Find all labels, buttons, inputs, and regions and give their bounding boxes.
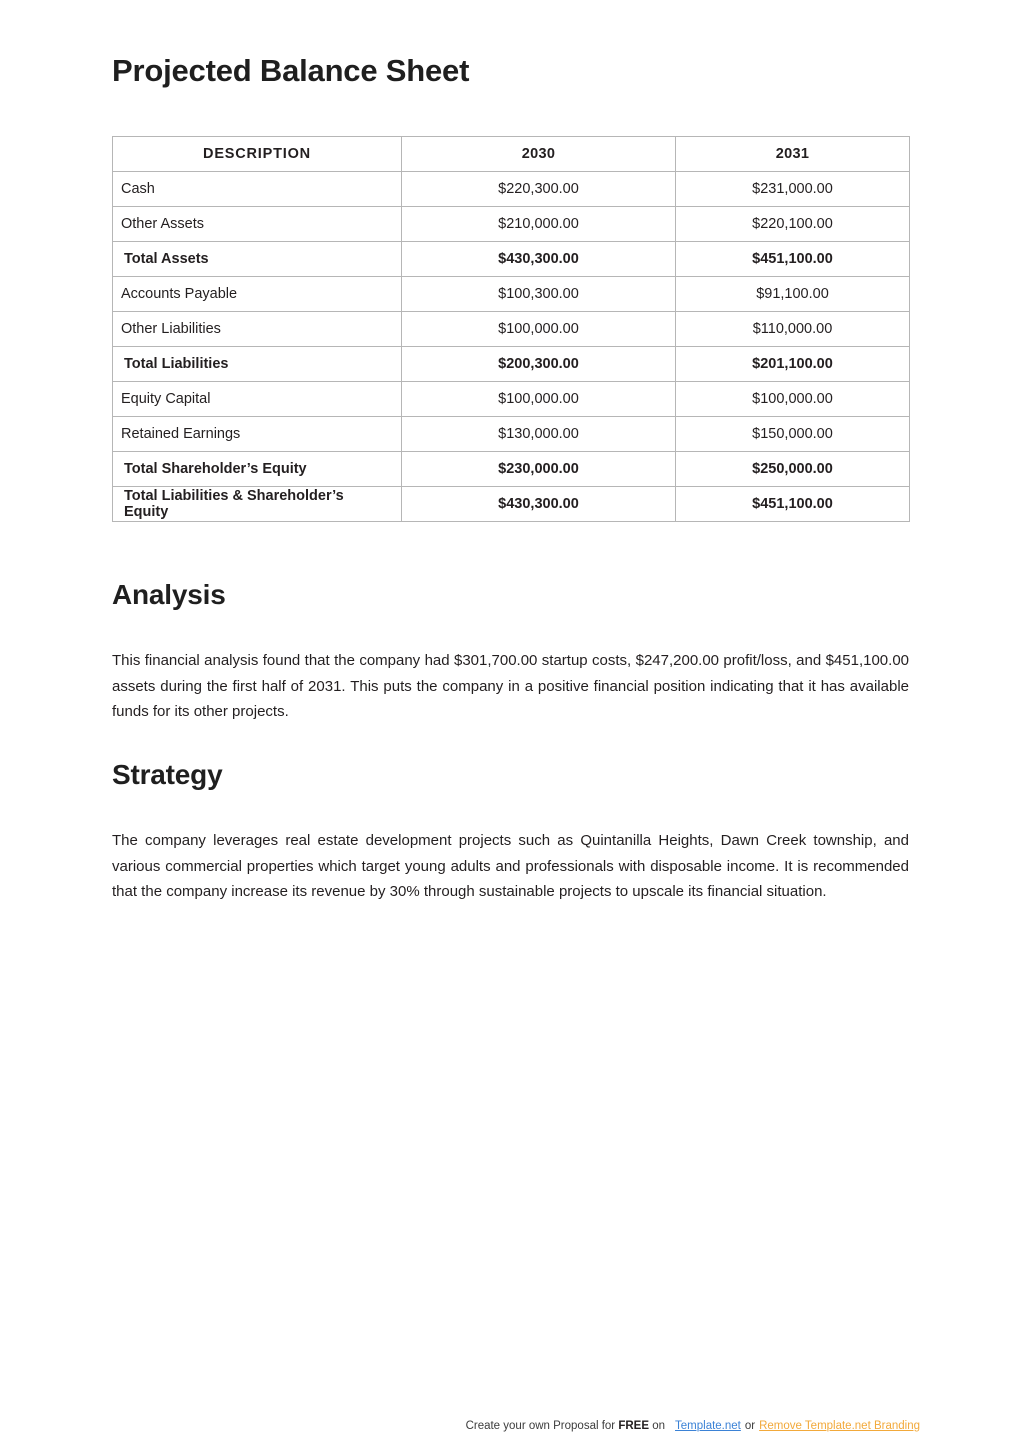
table-header-row (113, 137, 910, 172)
cell-2031-value: $100,000.00 (676, 382, 910, 417)
table-row (113, 172, 910, 207)
cell-description: Total Liabilities (113, 347, 402, 382)
section-body-analysis: This financial analysis found that the company had $301,700.00 startup costs, $247,200.00 profit/loss, and $451,100.00 assets during the first half of 2031. This puts the company in a positive financial position indicating that it has available funds for its other projects. (112, 652, 909, 720)
table-row (113, 242, 910, 277)
cell-2030-value: $200,300.00 (402, 347, 676, 382)
column-header-description: DESCRIPTION (113, 137, 402, 172)
table-row (113, 382, 910, 417)
footer-free-label: FREE (618, 1420, 650, 1432)
table-row (113, 277, 910, 312)
column-header-2030: 2030 (402, 137, 676, 172)
cell-description: Cash (113, 172, 402, 207)
cell-description: Other Liabilities (113, 312, 402, 347)
section-heading-analysis: Analysis (112, 579, 226, 610)
cell-description: Total Assets (113, 242, 402, 277)
cell-description: Equity Capital (113, 382, 402, 417)
table-row (113, 347, 910, 382)
cell-description: Other Assets (113, 207, 402, 242)
footer-on-text: on (649, 1420, 666, 1432)
table-row (113, 312, 910, 347)
cell-2030-value: $230,000.00 (402, 452, 676, 487)
table-row (113, 452, 910, 487)
cell-2031-value: $201,100.00 (676, 347, 910, 382)
table-header (113, 137, 910, 172)
template-net-link[interactable]: Template.net (675, 1420, 741, 1432)
cell-2030-value: $210,000.00 (402, 207, 676, 242)
table-row (113, 207, 910, 242)
section-heading-strategy: Strategy (112, 759, 223, 790)
column-header-2031: 2031 (676, 137, 910, 172)
footer-or-text: or (744, 1420, 756, 1432)
cell-description: Total Liabilities & Shareholder’s Equity (113, 487, 402, 522)
table-row (113, 487, 910, 522)
cell-2031-value: $451,100.00 (676, 242, 910, 277)
balance-sheet-table (112, 136, 910, 522)
page-title: Projected Balance Sheet (112, 53, 470, 88)
table-row (113, 417, 910, 452)
cell-2030-value: $220,300.00 (402, 172, 676, 207)
cell-2031-value: $150,000.00 (676, 417, 910, 452)
cell-2030-value: $430,300.00 (402, 242, 676, 277)
remove-branding-link[interactable]: Remove Template.net Branding (759, 1420, 920, 1432)
cell-description: Accounts Payable (113, 277, 402, 312)
cell-2031-value: $231,000.00 (676, 172, 910, 207)
section-body-strategy: The company leverages real estate development projects such as Quintanilla Heights, Dawn Creek township, and various commercial properties which target young adults and professionals with disposable income. It is recommended that the company increase its revenue by 30% through sustainable projects to upscale its financial situation. (112, 832, 909, 900)
cell-2031-value: $220,100.00 (676, 207, 910, 242)
cell-description: Total Shareholder’s Equity (113, 452, 402, 487)
cell-2030-value: $130,000.00 (402, 417, 676, 452)
footer-lead-text: Create your own Proposal for (465, 1420, 619, 1432)
cell-2031-value: $110,000.00 (676, 312, 910, 347)
cell-2031-value: $91,100.00 (676, 277, 910, 312)
table-body (113, 172, 910, 522)
cell-description: Retained Earnings (113, 417, 402, 452)
cell-2031-value: $250,000.00 (676, 452, 910, 487)
cell-2031-value: $451,100.00 (676, 487, 910, 522)
cell-2030-value: $100,300.00 (402, 277, 676, 312)
cell-2030-value: $100,000.00 (402, 382, 676, 417)
balance-sheet-table-container (112, 136, 909, 522)
cell-2030-value: $100,000.00 (402, 312, 676, 347)
cell-2030-value: $430,300.00 (402, 487, 676, 522)
footer (0, 1420, 920, 1432)
